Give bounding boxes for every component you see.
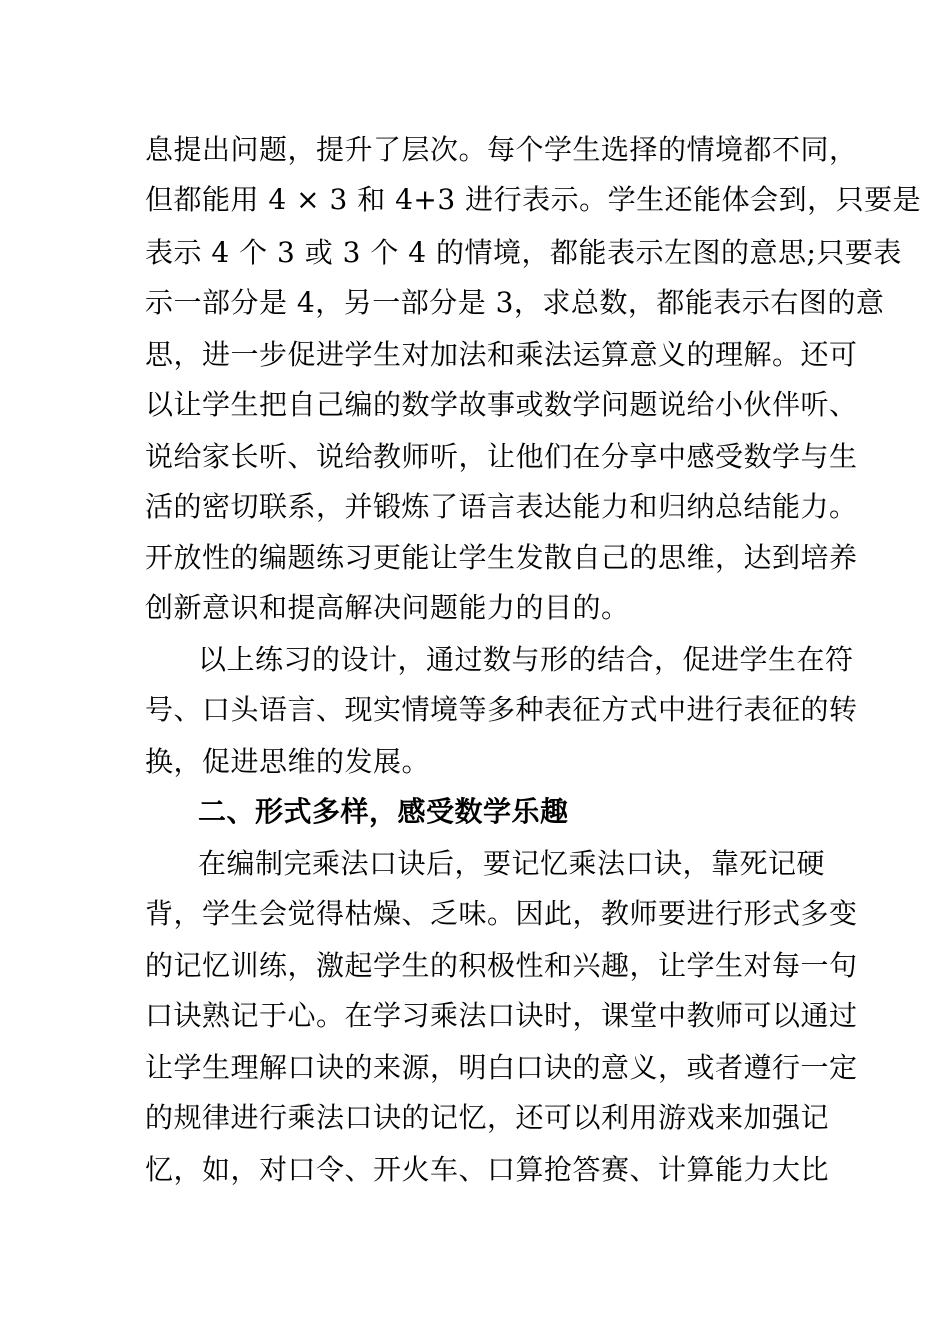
body-text-line: 创新意识和提高解决问题能力的目的。 xyxy=(145,591,630,624)
body-text-line: 号、口头语言、现实情境等多种表征方式中进行表征的转 xyxy=(145,693,858,726)
body-text-line: 活的密切联系，并锻炼了语言表达能力和归纳总结能力。 xyxy=(145,490,858,523)
body-text-line: 以让学生把自己编的数学故事或数学问题说给小伙伴听、 xyxy=(145,388,858,421)
body-text-line: 忆，如，对口令、开火车、口算抢答赛、计算能力大比 xyxy=(145,1153,830,1186)
body-text-line: 的规律进行乘法口诀的记忆，还可以利用游戏来加强记 xyxy=(145,1101,830,1134)
paragraph-first-line: 在编制完乘法口诀后，要记忆乘法口诀，靠死记硬 xyxy=(198,847,826,880)
paragraph-first-line: 以上练习的设计，通过数与形的结合，促进学生在符 xyxy=(198,643,854,676)
body-text-line: 开放性的编题练习更能让学生发散自己的思维，达到培养 xyxy=(145,541,858,574)
body-text-line: 示一部分是 4，另一部分是 3，求总数，都能表示右图的意 xyxy=(145,286,885,319)
body-text-line: 口诀熟记于心。在学习乘法口诀时，课堂中教师可以通过 xyxy=(145,999,858,1032)
body-text-line: 让学生理解口诀的来源，明白口诀的意义，或者遵行一定 xyxy=(145,1051,858,1084)
section-heading: 二、形式多样，感受数学乐趣 xyxy=(198,795,569,828)
body-text-line: 思，进一步促进学生对加法和乘法运算意义的理解。还可 xyxy=(145,338,858,371)
body-text-line: 说给家长听、说给教师听，让他们在分享中感受数学与生 xyxy=(145,440,858,473)
body-text-line: 的记忆训练，激起学生的积极性和兴趣，让学生对每一句 xyxy=(145,949,858,982)
body-text-line: 背，学生会觉得枯燥、乏味。因此，教师要进行形式多变 xyxy=(145,897,858,930)
body-text-line: 但都能用 4 × 3 和 4+3 进行表示。学生还能体会到，只要是 xyxy=(145,183,922,216)
body-text-line: 息提出问题，提升了层次。每个学生选择的情境都不同， xyxy=(145,133,858,166)
body-text-line: 换，促进思维的发展。 xyxy=(145,745,431,778)
body-text-line: 表示 4 个 3 或 3 个 4 的情境，都能表示左图的意思;只要表 xyxy=(145,236,902,269)
